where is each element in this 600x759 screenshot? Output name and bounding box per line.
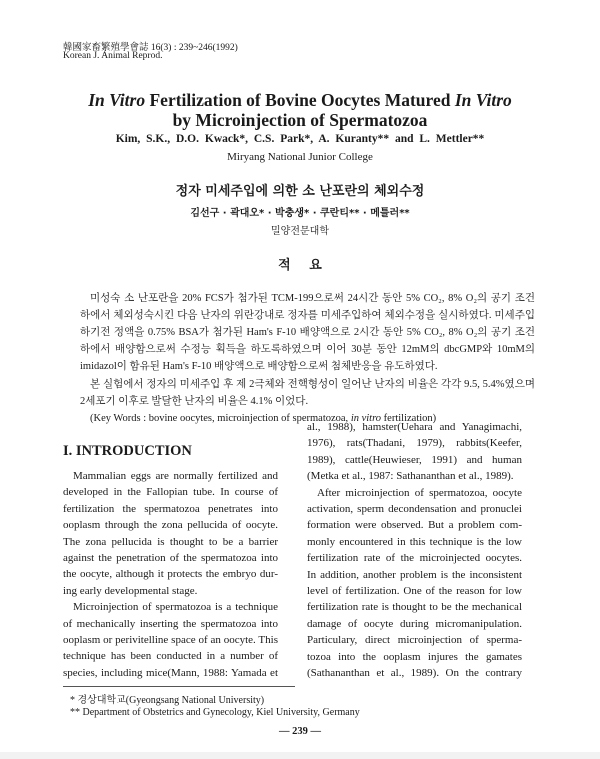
footnote-2: ** Department of Obstetrics and Gynecology, Kiel University, Germany — [70, 707, 360, 718]
text-line: ing early developmental stage. — [63, 584, 198, 597]
text-line: 1976), rats(Thadani, 1979), rabbits(Keefer, — [307, 437, 522, 450]
text-line: In addition, another problem is the inconsistent — [307, 568, 522, 581]
text-line: level of fertilization. One of the reason for low — [307, 585, 522, 597]
journal-citation: 韓國家畜繁殖學會誌 16(3) : 239~246(1992) — [63, 43, 238, 53]
korean-abstract-heading: 적 요 — [278, 258, 322, 273]
text-line: 하에서 체외성숙시킨 다음 난자의 위란강내로 정자를 미세주입하여 체외수정을 실시하였다. 미세주입 — [80, 310, 535, 322]
korean-affiliation: 밀양전문대학 — [271, 226, 329, 237]
text-line: Mammalian eggs are normally fertilized and — [73, 470, 278, 482]
text-line: fertilization rate is thought to be the mechanical — [307, 601, 522, 614]
authors: Kim, S.K., D.O. Kwack*, C.S. Park*, A. Kuranty** and L. Mettler** — [115, 133, 485, 145]
text-line: Particulary, direct microinjection of sperma- — [307, 634, 522, 647]
text-line: ooplasm through the zona pellucida of oocyte. — [63, 519, 278, 532]
text-line: Microinjection of spermatozoa is a technique — [73, 601, 278, 614]
text-line: the oocyte, although it protects the embryo dur- — [63, 568, 278, 581]
text-line: 미성숙 소 난포란을 20% FCS가 첨가된 TCM-199으로써 24시간 동안 5% CO₂, 8% O₂의 공기 조건 — [90, 293, 535, 304]
title-mid: Fertilization of Bovine Oocytes Matured — [145, 90, 455, 110]
affiliation: Miryang National Junior College — [227, 151, 373, 163]
text-line: The zona pellucida is thought to be a barrier — [63, 535, 278, 548]
section-heading-introduction: I. INTRODUCTION — [63, 443, 192, 459]
text-line: al., 1988), hamster(Uehara and Yanagimachi, — [307, 421, 522, 433]
text-line: developed in the Fallopian tube. In course of — [63, 486, 278, 499]
text-line: After microinjection of spermatozoa, oocyte — [317, 486, 522, 499]
keywords-italic: in vitro — [350, 413, 382, 424]
text-line: 하기전 정액을 0.75% BSA가 첨가된 Ham's F-10 배양액으로 2시간 동안 5% CO₂, 8% O₂의 공기 조건 — [80, 327, 535, 339]
text-line: damage of oocyte during micromanipulation. — [307, 617, 522, 630]
text-line: fertilization the spermatozoa penetrates into — [63, 502, 278, 515]
text-line: 본 실험에서 정자의 미세주입 후 제 2극체와 전핵형성이 일어난 난자의 비율은 각각 9.5, 5.4%였으며 — [90, 378, 535, 390]
title-italic-a: In Vitro — [88, 90, 146, 110]
text-line: ooplasm or perivitelline space of an oocyte. This — [63, 634, 278, 646]
title-italic-b: In Vitro — [454, 90, 512, 110]
text-line: 2세포기 이후로 발달한 난자의 비율은 4.1% 이었다. — [80, 395, 309, 407]
paper-title-line1 — [0, 90, 600, 111]
text-line: activation, sperm decondensation and pronuclei — [307, 503, 522, 515]
text-line: of mechanically inserting the spermatozoa into — [63, 617, 278, 630]
text-line: (Metka et al., 1987: Sathananthan et al., 1989). — [307, 470, 514, 483]
text-line: monly encountered in this technique is the low — [307, 535, 522, 548]
paper-title-line2: by Microinjection of Spermatozoa — [172, 110, 428, 130]
korean-title: 정자 미세주입에 의한 소 난포란의 체외수정 — [175, 184, 425, 199]
footnote-1: * 경상대학교(Gyeongsang National University) — [70, 695, 265, 706]
text-line: species, including mice(Mann, 1988: Yamada et — [63, 666, 278, 679]
page-edge — [0, 752, 600, 759]
footnote-divider — [63, 686, 295, 687]
text-line: tozoa into the ooplasm injures the gamates — [307, 650, 522, 663]
text-line: 1989), cattle(Heuwieser, 1991) and human — [307, 453, 522, 466]
korean-authors: 김선구 · 곽대오* · 박충생* · 쿠란티** · 메틀러** — [190, 208, 410, 219]
text-line: against the penetration of the spermatozoa into — [63, 552, 278, 564]
keywords-suffix: fertilization) — [381, 413, 437, 424]
keywords-prefix: (Key Words : bovine oocytes, microinjection of spermatozoa, — [90, 413, 351, 424]
text-line: technique has been conducted in a number of — [63, 650, 278, 663]
text-line: 하에서 배양함으로써 수정능 획득을 하도록하였으며 이어 30분 동안 12mM의 dbcGMP와 10mM의 — [80, 344, 535, 356]
text-line: fertilization rate of the microinjected oocytes. — [307, 552, 522, 565]
text-line: imidazol이 함유된 Ham's F-10 배양액으로 배양함으로써 첨체반응을 유도하였다. — [80, 361, 438, 373]
journal-name: Korean J. Animal Reprod. — [63, 51, 163, 61]
text-line: (Sathananthan et al., 1989). On the contrary — [307, 667, 522, 679]
text-line: formation were observed. But a problem com- — [307, 519, 522, 532]
page-number: — 239 — — [279, 726, 321, 737]
